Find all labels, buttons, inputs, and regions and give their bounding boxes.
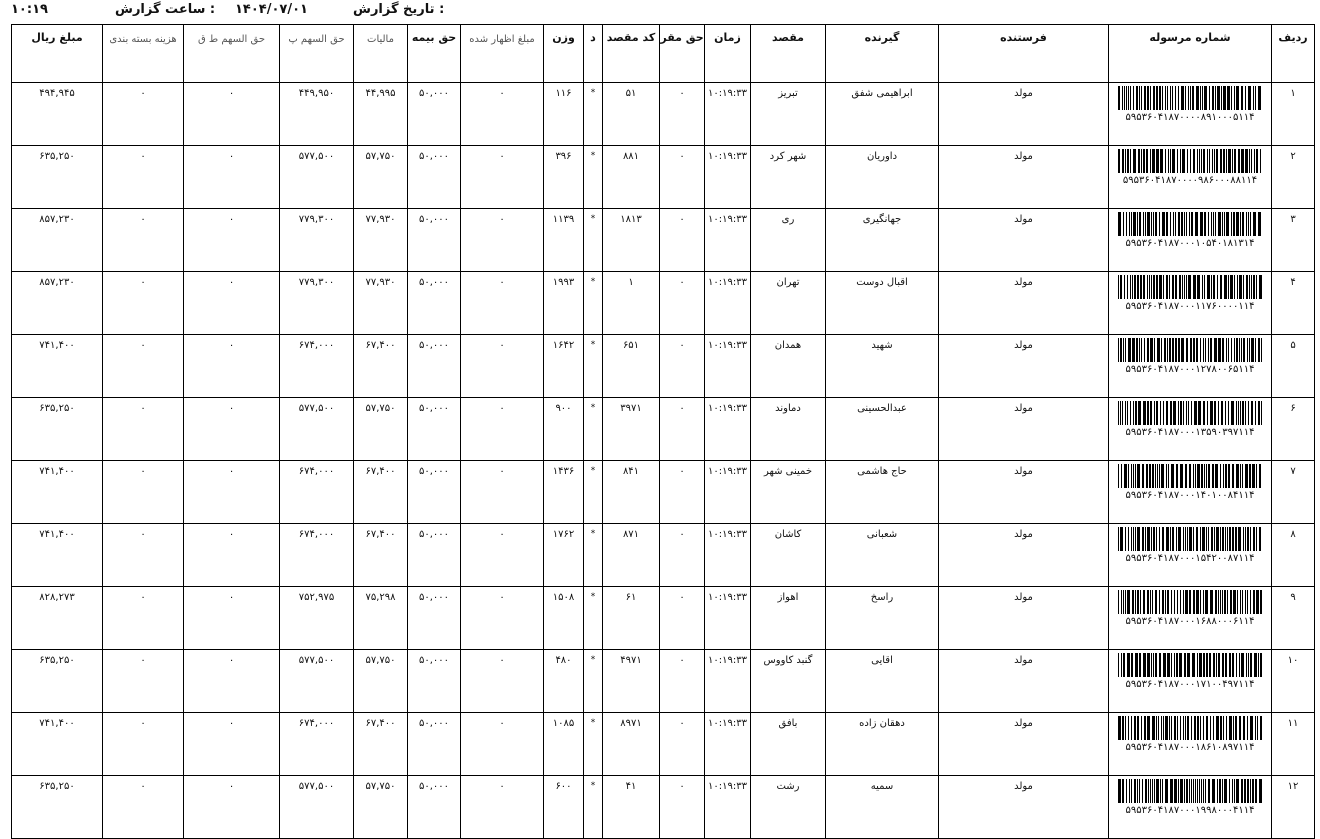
cell-tracking-number [1109, 650, 1272, 713]
cell-share-p: ۶۷۴,۰۰۰ [280, 524, 354, 587]
cell-tracking-number [1109, 713, 1272, 776]
cell-sender: مولد [939, 461, 1109, 524]
cell-weight: ۹۰۰ [544, 398, 584, 461]
cell-time: ۱۰:۱۹:۳۳ [705, 524, 751, 587]
cell-time: ۱۰:۱۹:۳۳ [705, 713, 751, 776]
cell-declared: ۰ [461, 713, 544, 776]
cell-d: * [584, 146, 603, 209]
cell-receiver: اقبال دوست [826, 272, 939, 335]
cell-packing: ۰ [103, 398, 184, 461]
cell-share-tq: ۰ [184, 209, 280, 272]
cell-insurance: ۵۰,۰۰۰ [408, 146, 461, 209]
cell-d: * [584, 650, 603, 713]
cell-weight: ۱۷۶۲ [544, 524, 584, 587]
cell-d: * [584, 272, 603, 335]
cell-hq-fee: ۰ [660, 335, 705, 398]
cell-time: ۱۰:۱۹:۳۳ [705, 776, 751, 839]
cell-declared: ۰ [461, 461, 544, 524]
cell-row: ۳ [1272, 209, 1315, 272]
table-row [12, 83, 1315, 146]
cell-hq-fee: ۰ [660, 272, 705, 335]
cell-insurance: ۵۰,۰۰۰ [408, 650, 461, 713]
barcode-image [1117, 149, 1263, 173]
cell-time: ۱۰:۱۹:۳۳ [705, 272, 751, 335]
cell-destination: بافق [751, 713, 826, 776]
cell-receiver: جهانگیری [826, 209, 939, 272]
cell-time: ۱۰:۱۹:۳۳ [705, 83, 751, 146]
cell-time: ۱۰:۱۹:۳۳ [705, 209, 751, 272]
barcode-image [1117, 653, 1263, 677]
cell-row: ۲ [1272, 146, 1315, 209]
cell-weight: ۱۱۳۹ [544, 209, 584, 272]
cell-receiver: شهید [826, 335, 939, 398]
cell-receiver: داوریان [826, 146, 939, 209]
table-row [12, 398, 1315, 461]
cell-share-tq: ۰ [184, 650, 280, 713]
cell-tracking-number [1109, 398, 1272, 461]
cell-destination: اهواز [751, 587, 826, 650]
cell-tax: ۷۷,۹۳۰ [354, 272, 408, 335]
cell-amount: ۸۵۷,۲۳۰ [12, 272, 103, 335]
cell-dest-code: ۸۴۱ [603, 461, 660, 524]
table-row [12, 209, 1315, 272]
cell-tracking-number [1109, 209, 1272, 272]
report-date-value: ۱۴۰۴/۰۷/۰۱ [235, 2, 308, 17]
cell-share-p: ۷۷۹,۳۰۰ [280, 209, 354, 272]
barcode-image [1117, 716, 1263, 740]
column-header-insurance: حق بیمه [408, 25, 461, 83]
report-date-label: تاریخ گزارش : [353, 2, 445, 17]
cell-d: * [584, 776, 603, 839]
cell-dest-code: ۱۸۱۳ [603, 209, 660, 272]
cell-destination: کاشان [751, 524, 826, 587]
barcode-number: ۵۹۵۳۶۰۴۱۸۷۰۰۰۱۶۸۸۰۰۰۶۱۱۴ [1125, 616, 1255, 627]
cell-share-p: ۷۷۹,۳۰۰ [280, 272, 354, 335]
cell-packing: ۰ [103, 461, 184, 524]
cell-packing: ۰ [103, 587, 184, 650]
cell-amount: ۷۴۱,۴۰۰ [12, 335, 103, 398]
cell-tax: ۶۷,۴۰۰ [354, 335, 408, 398]
cell-amount: ۷۴۱,۴۰۰ [12, 713, 103, 776]
cell-weight: ۱۴۳۶ [544, 461, 584, 524]
cell-destination: دماوند [751, 398, 826, 461]
cell-insurance: ۵۰,۰۰۰ [408, 461, 461, 524]
cell-sender: مولد [939, 776, 1109, 839]
cell-tax: ۶۷,۴۰۰ [354, 713, 408, 776]
report-time-label: ساعت گزارش : [115, 2, 216, 17]
cell-time: ۱۰:۱۹:۳۳ [705, 398, 751, 461]
cell-row: ۱۲ [1272, 776, 1315, 839]
cell-destination: خمینی شهر [751, 461, 826, 524]
cell-weight: ۱۶۴۲ [544, 335, 584, 398]
barcode-image [1117, 401, 1263, 425]
cell-receiver: شعبانی [826, 524, 939, 587]
cell-dest-code: ۸۹۷۱ [603, 713, 660, 776]
cell-share-p: ۵۷۷,۵۰۰ [280, 650, 354, 713]
cell-tax: ۶۷,۴۰۰ [354, 461, 408, 524]
cell-time: ۱۰:۱۹:۳۳ [705, 587, 751, 650]
column-header-sender: فرستنده [939, 25, 1109, 83]
cell-d: * [584, 713, 603, 776]
cell-tracking-number [1109, 146, 1272, 209]
shipment-table [11, 24, 1315, 839]
cell-hq-fee: ۰ [660, 776, 705, 839]
cell-hq-fee: ۰ [660, 209, 705, 272]
cell-packing: ۰ [103, 524, 184, 587]
column-header-row: ردیف [1272, 25, 1315, 83]
cell-hq-fee: ۰ [660, 713, 705, 776]
table-row [12, 461, 1315, 524]
cell-amount: ۶۳۵,۲۵۰ [12, 146, 103, 209]
column-header-hq-fee: حق مقر [660, 25, 705, 83]
column-header-time: زمان [705, 25, 751, 83]
report-header [0, 0, 1320, 24]
cell-tax: ۴۴,۹۹۵ [354, 83, 408, 146]
table-body [12, 83, 1315, 839]
cell-row: ۸ [1272, 524, 1315, 587]
barcode-number: ۵۹۵۳۶۰۴۱۸۷۰۰۰۱۰۵۴۰۱۸۱۳۱۴ [1125, 238, 1255, 249]
cell-declared: ۰ [461, 587, 544, 650]
cell-tracking-number [1109, 83, 1272, 146]
cell-amount: ۸۲۸,۲۷۳ [12, 587, 103, 650]
cell-dest-code: ۴۱ [603, 776, 660, 839]
cell-insurance: ۵۰,۰۰۰ [408, 335, 461, 398]
cell-amount: ۶۳۵,۲۵۰ [12, 398, 103, 461]
cell-tracking-number [1109, 776, 1272, 839]
cell-tax: ۷۷,۹۳۰ [354, 209, 408, 272]
cell-row: ۱۰ [1272, 650, 1315, 713]
cell-tax: ۶۷,۴۰۰ [354, 524, 408, 587]
column-header-d: د [584, 25, 603, 83]
cell-share-tq: ۰ [184, 272, 280, 335]
column-header-declared: مبلغ اظهار شده [461, 25, 544, 83]
cell-share-tq: ۰ [184, 713, 280, 776]
cell-dest-code: ۱ [603, 272, 660, 335]
table-row [12, 587, 1315, 650]
cell-share-tq: ۰ [184, 398, 280, 461]
table-row [12, 524, 1315, 587]
cell-declared: ۰ [461, 335, 544, 398]
cell-declared: ۰ [461, 524, 544, 587]
cell-packing: ۰ [103, 272, 184, 335]
cell-sender: مولد [939, 713, 1109, 776]
cell-time: ۱۰:۱۹:۳۳ [705, 461, 751, 524]
column-header-tax: مالیات [354, 25, 408, 83]
cell-declared: ۰ [461, 83, 544, 146]
cell-weight: ۳۹۶ [544, 146, 584, 209]
barcode-number: ۵۹۵۳۶۰۴۱۸۷۰۰۰۱۴۰۱۰۰۸۴۱۱۴ [1125, 490, 1255, 501]
cell-d: * [584, 83, 603, 146]
cell-sender: مولد [939, 146, 1109, 209]
cell-dest-code: ۴۹۷۱ [603, 650, 660, 713]
cell-row: ۴ [1272, 272, 1315, 335]
cell-declared: ۰ [461, 146, 544, 209]
cell-tracking-number [1109, 587, 1272, 650]
cell-hq-fee: ۰ [660, 650, 705, 713]
cell-dest-code: ۸۷۱ [603, 524, 660, 587]
cell-tax: ۵۷,۷۵۰ [354, 650, 408, 713]
cell-tax: ۷۵,۲۹۸ [354, 587, 408, 650]
cell-declared: ۰ [461, 776, 544, 839]
cell-share-p: ۵۷۷,۵۰۰ [280, 146, 354, 209]
cell-tax: ۵۷,۷۵۰ [354, 776, 408, 839]
cell-receiver: عبدالحسینی [826, 398, 939, 461]
cell-share-p: ۵۷۷,۵۰۰ [280, 776, 354, 839]
cell-row: ۶ [1272, 398, 1315, 461]
cell-receiver: اقایی [826, 650, 939, 713]
cell-sender: مولد [939, 335, 1109, 398]
barcode-image [1117, 590, 1263, 614]
cell-weight: ۶۰۰ [544, 776, 584, 839]
cell-share-p: ۶۷۴,۰۰۰ [280, 335, 354, 398]
cell-d: * [584, 335, 603, 398]
cell-insurance: ۵۰,۰۰۰ [408, 83, 461, 146]
cell-destination: گنبد کاووس [751, 650, 826, 713]
cell-packing: ۰ [103, 83, 184, 146]
cell-time: ۱۰:۱۹:۳۳ [705, 650, 751, 713]
table-header-row [12, 25, 1315, 83]
cell-destination: ری [751, 209, 826, 272]
barcode-image [1117, 338, 1263, 362]
column-header-share-tq: حق السهم ط ق [184, 25, 280, 83]
cell-amount: ۶۳۵,۲۵۰ [12, 650, 103, 713]
cell-insurance: ۵۰,۰۰۰ [408, 713, 461, 776]
cell-d: * [584, 524, 603, 587]
cell-insurance: ۵۰,۰۰۰ [408, 587, 461, 650]
cell-share-tq: ۰ [184, 335, 280, 398]
cell-dest-code: ۶۵۱ [603, 335, 660, 398]
cell-destination: رشت [751, 776, 826, 839]
cell-amount: ۸۵۷,۲۳۰ [12, 209, 103, 272]
barcode-image [1117, 86, 1263, 110]
table-row [12, 272, 1315, 335]
cell-packing: ۰ [103, 335, 184, 398]
cell-sender: مولد [939, 524, 1109, 587]
cell-destination: تهران [751, 272, 826, 335]
cell-time: ۱۰:۱۹:۳۳ [705, 335, 751, 398]
cell-tracking-number [1109, 461, 1272, 524]
cell-weight: ۱۵۰۸ [544, 587, 584, 650]
cell-weight: ۱۹۹۳ [544, 272, 584, 335]
cell-sender: مولد [939, 587, 1109, 650]
cell-dest-code: ۶۱ [603, 587, 660, 650]
barcode-number: ۵۹۵۳۶۰۴۱۸۷۰۰۰۱۹۹۸۰۰۰۴۱۱۴ [1125, 805, 1255, 816]
column-header-tracking: شماره مرسوله [1109, 25, 1272, 83]
cell-tracking-number [1109, 335, 1272, 398]
cell-packing: ۰ [103, 713, 184, 776]
cell-packing: ۰ [103, 146, 184, 209]
cell-declared: ۰ [461, 398, 544, 461]
barcode-number: ۵۹۵۳۶۰۴۱۸۷۰۰۰۱۳۵۹۰۳۹۷۱۱۴ [1125, 427, 1255, 438]
cell-dest-code: ۸۸۱ [603, 146, 660, 209]
table-row [12, 713, 1315, 776]
cell-receiver: دهقان زاده [826, 713, 939, 776]
cell-d: * [584, 587, 603, 650]
cell-destination: همدان [751, 335, 826, 398]
cell-receiver: سمیه [826, 776, 939, 839]
cell-destination: شهر کرد [751, 146, 826, 209]
cell-sender: مولد [939, 272, 1109, 335]
barcode-number: ۵۹۵۳۶۰۴۱۸۷۰۰۰۰۸۹۱۰۰۰۵۱۱۴ [1125, 112, 1255, 123]
cell-row: ۱۱ [1272, 713, 1315, 776]
cell-hq-fee: ۰ [660, 587, 705, 650]
column-header-destination: مقصد [751, 25, 826, 83]
column-header-receiver: گیرنده [826, 25, 939, 83]
barcode-image [1117, 275, 1263, 299]
table-row [12, 650, 1315, 713]
cell-sender: مولد [939, 83, 1109, 146]
cell-receiver: حاج هاشمی [826, 461, 939, 524]
barcode-number: ۵۹۵۳۶۰۴۱۸۷۰۰۰۱۵۴۲۰۰۸۷۱۱۴ [1125, 553, 1255, 564]
cell-insurance: ۵۰,۰۰۰ [408, 272, 461, 335]
column-header-packing: هزینه بسته بندی [103, 25, 184, 83]
cell-d: * [584, 209, 603, 272]
cell-d: * [584, 461, 603, 524]
cell-weight: ۱۱۶ [544, 83, 584, 146]
table-row [12, 146, 1315, 209]
cell-tracking-number [1109, 272, 1272, 335]
cell-hq-fee: ۰ [660, 83, 705, 146]
barcode-number: ۵۹۵۳۶۰۴۱۸۷۰۰۰۱۱۷۶۰۰۰۰۱۱۴ [1125, 301, 1255, 312]
cell-share-tq: ۰ [184, 83, 280, 146]
cell-hq-fee: ۰ [660, 461, 705, 524]
cell-tax: ۵۷,۷۵۰ [354, 398, 408, 461]
barcode-number: ۵۹۵۳۶۰۴۱۸۷۰۰۰۱۲۷۸۰۰۶۵۱۱۴ [1125, 364, 1255, 375]
barcode-image [1117, 464, 1263, 488]
cell-share-tq: ۰ [184, 524, 280, 587]
cell-row: ۱ [1272, 83, 1315, 146]
cell-share-p: ۴۴۹,۹۵۰ [280, 83, 354, 146]
cell-declared: ۰ [461, 209, 544, 272]
cell-share-tq: ۰ [184, 146, 280, 209]
cell-sender: مولد [939, 398, 1109, 461]
cell-packing: ۰ [103, 209, 184, 272]
barcode-number: ۵۹۵۳۶۰۴۱۸۷۰۰۰۰۹۸۶۰۰۰۸۸۱۱۴ [1122, 175, 1258, 186]
cell-sender: مولد [939, 209, 1109, 272]
cell-destination: تبریز [751, 83, 826, 146]
cell-amount: ۴۹۴,۹۴۵ [12, 83, 103, 146]
cell-row: ۷ [1272, 461, 1315, 524]
cell-hq-fee: ۰ [660, 146, 705, 209]
cell-declared: ۰ [461, 650, 544, 713]
cell-insurance: ۵۰,۰۰۰ [408, 524, 461, 587]
column-header-share-p: حق السهم پ [280, 25, 354, 83]
cell-d: * [584, 398, 603, 461]
cell-hq-fee: ۰ [660, 524, 705, 587]
cell-sender: مولد [939, 650, 1109, 713]
cell-share-p: ۶۷۴,۰۰۰ [280, 713, 354, 776]
cell-packing: ۰ [103, 650, 184, 713]
cell-share-tq: ۰ [184, 461, 280, 524]
cell-insurance: ۵۰,۰۰۰ [408, 209, 461, 272]
cell-weight: ۴۸۰ [544, 650, 584, 713]
column-header-amount: مبلغ ریال [12, 25, 103, 83]
cell-insurance: ۵۰,۰۰۰ [408, 776, 461, 839]
cell-dest-code: ۳۹۷۱ [603, 398, 660, 461]
cell-weight: ۱۰۸۵ [544, 713, 584, 776]
cell-insurance: ۵۰,۰۰۰ [408, 398, 461, 461]
cell-packing: ۰ [103, 776, 184, 839]
cell-receiver: ابراهیمی شفق [826, 83, 939, 146]
cell-amount: ۷۴۱,۴۰۰ [12, 524, 103, 587]
cell-dest-code: ۵۱ [603, 83, 660, 146]
cell-row: ۹ [1272, 587, 1315, 650]
cell-share-p: ۶۷۴,۰۰۰ [280, 461, 354, 524]
cell-amount: ۶۳۵,۲۵۰ [12, 776, 103, 839]
cell-hq-fee: ۰ [660, 398, 705, 461]
cell-row: ۵ [1272, 335, 1315, 398]
cell-share-tq: ۰ [184, 776, 280, 839]
barcode-image [1117, 779, 1263, 803]
cell-declared: ۰ [461, 272, 544, 335]
cell-receiver: راسخ [826, 587, 939, 650]
cell-amount: ۷۴۱,۴۰۰ [12, 461, 103, 524]
column-header-weight: وزن [544, 25, 584, 83]
column-header-dest-code: کد مقصد [603, 25, 660, 83]
cell-share-p: ۵۷۷,۵۰۰ [280, 398, 354, 461]
barcode-image [1117, 527, 1263, 551]
barcode-number: ۵۹۵۳۶۰۴۱۸۷۰۰۰۱۸۶۱۰۸۹۷۱۱۴ [1125, 742, 1255, 753]
report-time-value: ۱۰:۱۹ [11, 2, 48, 17]
table-row [12, 776, 1315, 839]
cell-share-p: ۷۵۲,۹۷۵ [280, 587, 354, 650]
barcode-number: ۵۹۵۳۶۰۴۱۸۷۰۰۰۱۷۱۰۰۴۹۷۱۱۴ [1125, 679, 1255, 690]
cell-share-tq: ۰ [184, 587, 280, 650]
cell-time: ۱۰:۱۹:۳۳ [705, 146, 751, 209]
cell-tracking-number [1109, 524, 1272, 587]
cell-tax: ۵۷,۷۵۰ [354, 146, 408, 209]
table-row [12, 335, 1315, 398]
barcode-image [1117, 212, 1263, 236]
